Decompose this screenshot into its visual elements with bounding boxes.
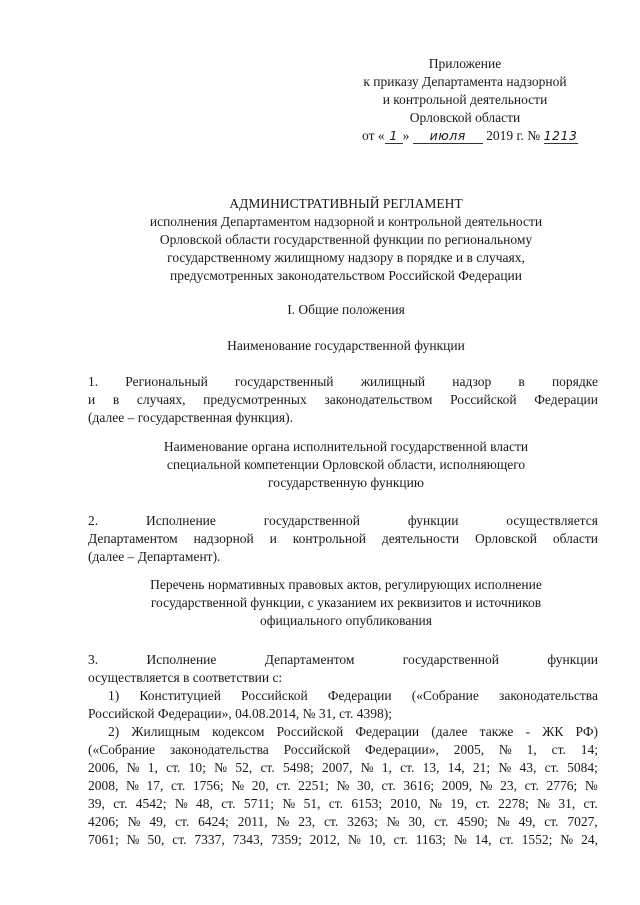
word: ст. — [221, 796, 236, 811]
word: функции — [547, 652, 598, 667]
word: 2008, — [88, 778, 119, 793]
word: 2. — [88, 513, 99, 528]
word: 3. — [88, 652, 99, 667]
appendix-region: Орловской области — [409, 110, 521, 125]
word: ст. — [323, 814, 339, 829]
word: 48, — [196, 796, 213, 811]
word: 7027, — [567, 814, 598, 829]
word: 2012, — [309, 832, 341, 847]
word: 2776; — [546, 778, 578, 793]
subheading-authority-3: государственную функцию — [268, 475, 424, 490]
word: № — [214, 760, 228, 775]
word: № — [560, 832, 574, 847]
word: Российской — [283, 742, 351, 757]
word: 7359; — [270, 832, 302, 847]
word: контрольной — [292, 531, 367, 546]
word: 52, — [235, 760, 253, 775]
word: ст. — [475, 796, 490, 811]
word: № — [498, 760, 512, 775]
list-item-2-line-3 — [88, 759, 598, 777]
word: 2278; — [498, 796, 529, 811]
appendix-title: Приложение — [428, 56, 502, 71]
word: области — [552, 531, 598, 546]
regulation-heading: АДМИНИСТРАТИВНЫЙ РЕГЛАМЕНТ — [229, 196, 463, 211]
word: 14; — [580, 742, 598, 757]
section-heading-text: I. Общие положения — [287, 302, 405, 317]
word: в — [112, 392, 120, 407]
word: № — [174, 796, 188, 811]
paragraph-3-line-1 — [88, 651, 598, 669]
word: 7061; — [88, 832, 119, 847]
word: законодательства — [499, 688, 598, 703]
word: 1552; — [521, 832, 553, 847]
word: 49, — [518, 814, 536, 829]
word: 21; — [472, 760, 491, 775]
word: 2007, — [321, 760, 353, 775]
word: ст. — [175, 814, 190, 829]
word: 4542; — [135, 796, 167, 811]
word: 20, — [251, 778, 269, 793]
date-day: 1 — [385, 129, 403, 144]
word: Федерации — [327, 688, 392, 703]
paragraph-1-line-2 — [88, 391, 598, 409]
word: 5711; — [243, 796, 275, 811]
word: надзор — [452, 374, 492, 389]
list-item-2-line-2 — [88, 741, 598, 759]
word: 1, — [147, 760, 158, 775]
word: законодательством — [324, 392, 433, 407]
word: порядке — [551, 374, 598, 389]
list-item-2-line-1 — [88, 723, 598, 741]
paragraph-3-line-2: осуществляется в соответствии с: — [88, 670, 283, 685]
word: 1) — [108, 688, 120, 703]
word: 30, — [356, 778, 374, 793]
word: жилищный — [360, 374, 426, 389]
word: ст. — [260, 760, 275, 775]
word: («Собрание — [411, 688, 479, 703]
word: ст. — [544, 814, 559, 829]
word: Российской — [276, 724, 344, 739]
regulation-subtitle-4: предусмотренных законодательством Российской Федерации — [169, 268, 523, 283]
word: № — [386, 814, 400, 829]
word: (далее — [431, 724, 468, 739]
word: 10, — [368, 832, 386, 847]
list-item-2-line-5 — [88, 795, 598, 813]
word: Российской — [450, 392, 517, 407]
word: ст. — [381, 778, 396, 793]
appendix-order-line: к приказу Департамента надзорной — [363, 74, 567, 89]
word: 10; — [188, 760, 206, 775]
word: 6153; — [351, 796, 383, 811]
word: предусмотренных — [203, 392, 307, 407]
word: деятельности — [381, 531, 460, 546]
word: 6424; — [198, 814, 229, 829]
word: № — [479, 778, 493, 793]
word: № — [584, 778, 598, 793]
word: 23, — [298, 814, 316, 829]
word: функции — [407, 513, 459, 528]
word: государственной — [263, 513, 360, 528]
paragraph-2-line-3: (далее – Департамент). — [88, 549, 221, 564]
word: 23, — [500, 778, 518, 793]
word: № — [125, 778, 139, 793]
word: № — [231, 778, 245, 793]
word: 5498; — [282, 760, 314, 775]
word: 1756; — [192, 778, 224, 793]
word: Исполнение — [146, 652, 217, 667]
word: ст. — [524, 778, 539, 793]
word: 2009, — [441, 778, 473, 793]
list-item-2-line-7 — [88, 831, 598, 849]
word: 2006, — [88, 760, 119, 775]
word: в — [518, 374, 525, 389]
subheading-legal-acts-1: Перечень нормативных правовых актов, регулирующих исполнение — [150, 577, 542, 592]
word: № — [347, 832, 361, 847]
word: ст. — [328, 796, 344, 811]
list-item-2-line-4 — [88, 777, 598, 795]
date-quote-close: » — [402, 128, 410, 143]
word: 1, — [381, 760, 392, 775]
subheading-legal-acts — [96, 576, 596, 630]
word: ЖК — [542, 724, 564, 739]
word: № — [429, 796, 442, 811]
word: («Собрание — [88, 742, 156, 757]
word: № — [126, 832, 140, 847]
list-item-1-line-2: Российской Федерации», 04.08.2014, № 31, ст. 4398); — [88, 706, 393, 721]
paragraph-2-line-1 — [88, 512, 598, 530]
list-item-2-line-6 — [88, 813, 598, 831]
appendix-block — [330, 55, 600, 145]
word: № — [453, 832, 467, 847]
word: 1. — [88, 374, 99, 389]
date-prefix: от « — [362, 128, 385, 143]
word: ст. — [113, 796, 128, 811]
word: также — [479, 724, 514, 739]
word: Жилищным — [131, 724, 200, 739]
paragraph-1-line-1 — [88, 373, 598, 391]
word: Департаментом — [88, 531, 178, 546]
subheading-function-name-text: Наименование государственной функции — [227, 338, 465, 353]
word: 50, — [147, 832, 165, 847]
word: № — [126, 760, 140, 775]
paragraph-1 — [88, 373, 598, 427]
paragraph-2 — [88, 512, 598, 566]
word: 4206; — [88, 814, 119, 829]
word: Департаментом — [264, 652, 355, 667]
word: ст. — [170, 778, 186, 793]
word: государственной — [402, 652, 499, 667]
word: - — [525, 724, 531, 739]
paragraph-3 — [88, 651, 598, 849]
word: 7343, — [232, 832, 264, 847]
word: надзорной — [193, 531, 254, 546]
word: ст. — [544, 760, 559, 775]
order-number: 1213 — [543, 128, 578, 143]
word: 49, — [149, 814, 167, 829]
word: № — [282, 796, 296, 811]
word: 13, — [422, 760, 440, 775]
word: 2011, — [237, 814, 268, 829]
regulation-title-block — [96, 195, 596, 285]
word: 5084; — [567, 760, 598, 775]
word: 14, — [474, 832, 492, 847]
word: ст. — [499, 832, 514, 847]
word: 2010, — [390, 796, 421, 811]
word: Федерации — [355, 724, 420, 739]
subheading-authority-1: Наименование органа исполнительной государственной власти — [163, 439, 529, 454]
word: Региональный — [125, 374, 208, 389]
word: ст. — [434, 814, 449, 829]
word: 1, — [526, 742, 537, 757]
word: 14, — [447, 760, 465, 775]
word: № — [360, 760, 374, 775]
appendix-order-line-2: и контрольной деятельности — [382, 92, 548, 107]
date-month: июля — [413, 129, 483, 144]
word: 3263; — [347, 814, 378, 829]
word: 30, — [408, 814, 426, 829]
list-item-1-line-1 — [88, 687, 598, 705]
word: и — [269, 531, 277, 546]
word: № — [276, 814, 290, 829]
word: ст. — [276, 778, 291, 793]
word: Исполнение — [145, 513, 216, 528]
section-heading — [96, 301, 596, 319]
word: Конституцией — [139, 688, 221, 703]
word: 2005, — [453, 742, 485, 757]
word: 7337, — [194, 832, 225, 847]
appendix-date-line — [330, 127, 600, 145]
word: № — [537, 796, 551, 811]
date-year: 2019 г. № — [486, 128, 541, 143]
word: ст. — [583, 796, 598, 811]
word: № — [498, 742, 512, 757]
word: и — [88, 392, 96, 407]
subheading-legal-acts-2: государственной функции, с указанием их реквизитов и источников — [150, 595, 542, 610]
regulation-subtitle-2: Орловской области государственной функции по региональному — [159, 232, 533, 247]
word: 51, — [303, 796, 321, 811]
word: ст. — [551, 742, 566, 757]
word: № — [127, 814, 141, 829]
word: 3616; — [403, 778, 435, 793]
regulation-subtitle-1: исполнения Департаментом надзорной и контрольной деятельности — [149, 214, 543, 229]
word: № — [496, 814, 510, 829]
word: 39, — [88, 796, 105, 811]
word: государственный — [235, 374, 334, 389]
word: ст. — [166, 760, 181, 775]
word: 24, — [581, 832, 598, 847]
word: Федерации», — [365, 742, 439, 757]
word: 4590; — [457, 814, 488, 829]
word: РФ) — [575, 724, 598, 739]
word: 31, — [558, 796, 576, 811]
word: 19, — [450, 796, 468, 811]
word: ст. — [400, 760, 415, 775]
word: 1163; — [415, 832, 446, 847]
word: 43, — [519, 760, 537, 775]
word: случаях, — [136, 392, 186, 407]
word: № — [336, 778, 350, 793]
word: Российской — [241, 688, 308, 703]
word: 17, — [146, 778, 164, 793]
word: 2251; — [298, 778, 329, 793]
subheading-function-name — [96, 337, 596, 355]
word: осуществляется — [506, 513, 598, 528]
subheading-legal-acts-3: официального опубликования — [260, 613, 432, 628]
regulation-subtitle-3: государственному жилищному надзору в порядке и в случаях, — [167, 250, 525, 265]
word: Орловской — [475, 531, 537, 546]
paragraph-1-line-3: (далее – государственная функция). — [88, 410, 293, 425]
word: Федерации — [534, 392, 598, 407]
subheading-authority — [96, 438, 596, 492]
word: ст. — [393, 832, 408, 847]
subheading-authority-2: специальной компетенции Орловской области, исполняющего — [166, 457, 526, 472]
paragraph-2-line-2 — [88, 530, 598, 548]
word: ст. — [172, 832, 187, 847]
word: законодательства — [169, 742, 269, 757]
word: 2) — [108, 724, 120, 739]
word: кодексом — [212, 724, 265, 739]
